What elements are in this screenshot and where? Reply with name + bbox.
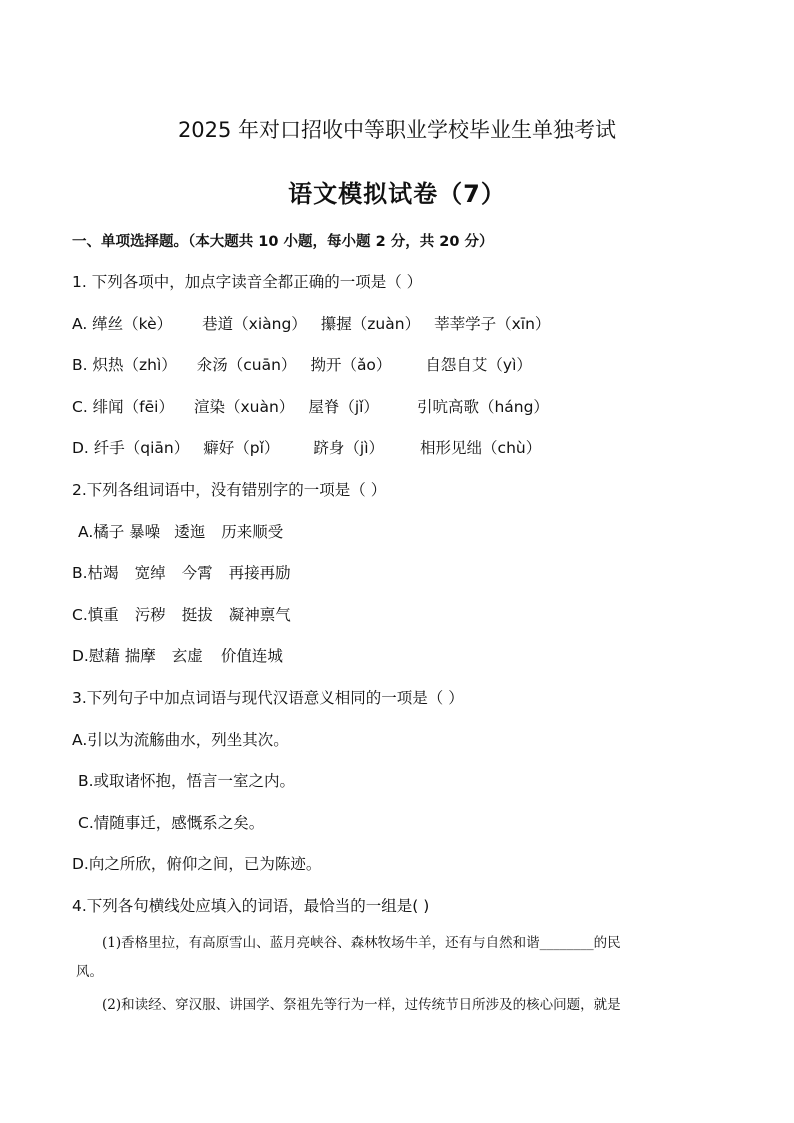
section-heading: 一、单项选择题。（本大题共 10 小题，每小题 2 分，共 20 分） <box>72 234 494 250</box>
option-term: 价值连城 <box>220 647 283 665</box>
question-2-option-c <box>72 605 291 625</box>
question-3-option-b: B.或取诸怀抱，悟言一室之内。 <box>78 772 296 790</box>
option-term: 渲染（xuàn） <box>193 398 295 416</box>
option-term: 莘莘学子（xīn） <box>434 315 551 333</box>
option-term: 今霄 <box>181 564 213 582</box>
option-term: 跻身（jì） <box>313 439 385 457</box>
question-1-option-a <box>72 314 550 334</box>
question-1-option-b <box>72 355 532 375</box>
option-term: 历来顺受 <box>221 523 284 541</box>
exam-title: 2025 年对口招收中等职业学校毕业生单独考试 <box>177 118 617 142</box>
option-term: 癖好（pǐ） <box>203 439 280 457</box>
question-4-stem: 4.下列各句横线处应填入的词语，最恰当的一组是( ) <box>72 897 430 915</box>
question-1-option-d <box>72 438 541 458</box>
question-3-option-d: D.向之所欣，俯仰之间，已为陈迹。 <box>72 855 322 873</box>
option-term: 逶迤 <box>174 523 206 541</box>
option-term: A. 缂丝（kè） <box>72 315 173 333</box>
option-term: D. 纤手（qiān） <box>72 439 190 457</box>
option-term: A.橘子 暴噪 <box>78 523 161 541</box>
question-4-item-1: (1)香格里拉，有高原雪山、蓝月亮峡谷、森林牧场牛羊，还有与自然和谐________的民 <box>102 935 621 951</box>
option-term: 引吭高歌（háng） <box>416 398 549 416</box>
option-term: C.慎重 <box>72 606 119 624</box>
option-term: 相形见绌（chù） <box>420 439 542 457</box>
option-term: 巷道（xiàng） <box>202 315 307 333</box>
option-term: 宽绰 <box>134 564 166 582</box>
question-2-option-d <box>72 646 283 666</box>
option-term: 玄虚 <box>171 647 203 665</box>
option-term: 自怨自艾（yì） <box>425 356 532 374</box>
question-2-option-b <box>72 563 291 583</box>
option-term: 挺拔 <box>181 606 213 624</box>
question-2-stem: 2.下列各组词语中，没有错别字的一项是（ ） <box>72 481 387 499</box>
option-term: 拗开（ǎo） <box>310 356 392 374</box>
question-1-stem: 1. 下列各项中，加点字读音全都正确的一项是（ ） <box>72 273 423 291</box>
question-3-option-a: A.引以为流觞曲水，列坐其次。 <box>72 731 289 749</box>
option-term: B.枯竭 <box>72 564 119 582</box>
option-term: 攥握（zuàn） <box>320 315 421 333</box>
option-term: D.慰藉 揣摩 <box>72 647 156 665</box>
question-4-item-2: (2)和读经、穿汉服、讲国学、祭祖先等行为一样，过传统节日所涉及的核心问题，就是 <box>102 997 621 1013</box>
option-term: 氽汤（cuān） <box>196 356 297 374</box>
exam-subtitle: 语文模拟试卷（7） <box>288 180 506 208</box>
question-3-stem: 3.下列句子中加点词语与现代汉语意义相同的一项是（ ） <box>72 689 464 707</box>
option-term: 再接再励 <box>228 564 291 582</box>
option-term: C. 绯闻（fēi） <box>72 398 174 416</box>
question-3-option-c: C.情随事迁，感慨系之矣。 <box>78 814 265 832</box>
option-term: 污秽 <box>134 606 166 624</box>
question-4-item-1-continued: 风。 <box>76 964 103 980</box>
option-term: 凝神禀气 <box>228 606 291 624</box>
option-term: B. 炽热（zhì） <box>72 356 177 374</box>
question-1-option-c <box>72 397 549 417</box>
option-term: 屋脊（jǐ） <box>308 398 379 416</box>
question-2-option-a <box>78 522 283 542</box>
